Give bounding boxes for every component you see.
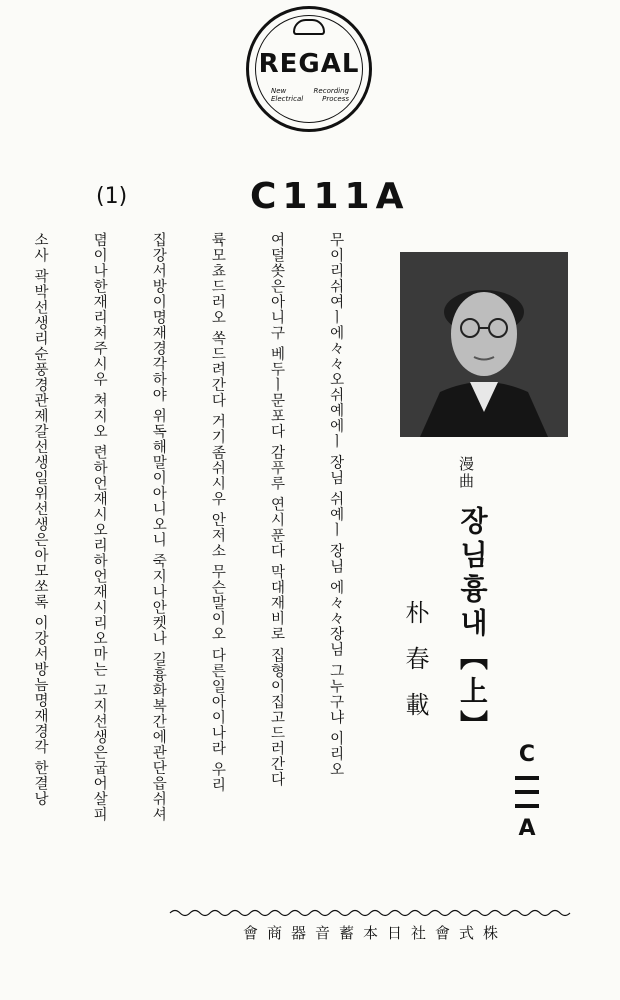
- logo-subtitle-left: New Electrical: [271, 87, 304, 103]
- side-catalog-bar: [515, 776, 539, 780]
- logo-subtitle-right: Recording Process: [313, 87, 349, 103]
- side-catalog-bar: [515, 790, 539, 794]
- author-name: 朴春載: [401, 600, 429, 738]
- wavy-divider: [170, 908, 572, 918]
- lyrics-column: 륙모쵸드러오 쏙드려간다 거기좀쉬시우 안저소 무슨말이오 다른일아이나라 우리: [209, 232, 226, 793]
- logo-emblem-icon: [293, 19, 325, 35]
- genre-label: 漫曲: [457, 456, 475, 490]
- company-name: 株式會社日本蓄音器商會: [242, 924, 507, 942]
- side-catalog-bar: [515, 804, 539, 808]
- author-portrait: [400, 252, 568, 437]
- song-title-text: 장님흉내: [456, 506, 489, 642]
- lyrics-text: [32, 232, 384, 892]
- song-title: [452, 506, 492, 744]
- catalog-number: C111A: [250, 176, 410, 217]
- lyrics-column: 뎜이나한재리처주시우 쳐지오 련하언재시오리하언재시리오마는 고지선생은굽어살피: [91, 232, 108, 823]
- lyrics-column: 여덜쏫은아니구 베두ㅣ문포다 감푸루 연시푼다 막대재비로 집형이집고드러간다: [268, 232, 285, 788]
- side-catalog-number: [512, 744, 542, 840]
- logo-brand: REGAL: [258, 49, 360, 79]
- lyrics-column: 집강서방이명재경각하야 위독해말이아니오니 죽지나안켓나 길흉화복간에관단읍쉬셔: [150, 232, 167, 823]
- disc-number: (1): [96, 184, 128, 209]
- lyrics-column: 소사 곽박선생리순풍경관제갈선생일위선생은아모쏘록 이강서방늠명재경각 한결낭: [32, 232, 49, 807]
- portrait-image: [400, 252, 568, 437]
- song-part: 【上】: [456, 642, 489, 744]
- regal-logo: [246, 6, 372, 132]
- side-catalog-letter-top: C: [518, 742, 536, 767]
- side-catalog-letter-bottom: A: [518, 816, 536, 841]
- lyrics-column: 무이리쉬여ㅣ에々々오쉬예에ㅣ 장님 쉬예ㅣ 장님 에々々장님 그누구냐 이리오: [327, 232, 344, 778]
